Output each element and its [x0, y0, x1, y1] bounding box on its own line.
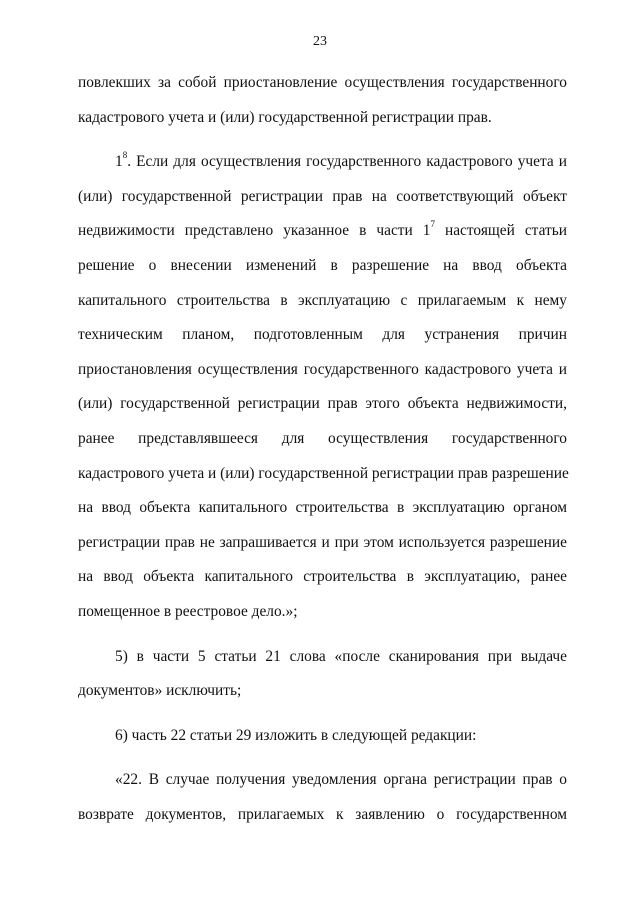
text-line: кадастрового учета и (или) государственной регистрации прав. [78, 108, 492, 126]
text-line: повлекших за собой приостановление осуществления государственного [78, 74, 567, 91]
text-line: капитального строительства в эксплуатацию с прилагаемым к нему [78, 291, 567, 309]
text-line: ранее представлявшееся для осуществления государственного [78, 429, 567, 447]
text-line: документов» исключить; [78, 682, 242, 700]
text-line: 6) часть 22 статьи 29 изложить в следующей редакции: [115, 726, 477, 744]
text-line: (или) государственной регистрации прав на соответствующий объект [78, 187, 567, 205]
text-line: приостановления осуществления государственного кадастрового учета и [78, 360, 567, 378]
text-span: недвижимости представлено указанное в части 1 [78, 222, 431, 240]
text-line: на ввод объекта капитального строительства в эксплуатацию органом [78, 499, 567, 517]
text-span: настоящей статьи [434, 222, 567, 240]
page-number: 23 [313, 34, 327, 49]
text-span: . Если для осуществления государственного кадастрового учета и [127, 153, 567, 171]
paragraph-number: 1 [115, 153, 123, 171]
text-line: регистрации прав не запрашивается и при этом используется разрешение [78, 533, 567, 551]
document-body [78, 66, 567, 832]
text-line: решение о внесении изменений в разрешение на ввод объекта [78, 256, 567, 274]
reference-superscript: 7 [430, 219, 435, 230]
paragraph-1-8-first-line [78, 145, 567, 180]
text-line: 5) в части 5 статьи 21 слова «после сканирования при выдаче [115, 647, 567, 665]
text-line: (или) государственной регистрации прав этого объекта недвижимости, [78, 395, 567, 413]
paragraph-number-superscript: 8 [122, 150, 128, 161]
text-line: помещенное в реестровое дело.»; [78, 602, 298, 620]
text-line: «22. В случае получения уведомления органа регистрации прав о [115, 771, 567, 789]
text-line: возврате документов, прилагаемых к заявлению о государственном [78, 805, 567, 823]
text-line-with-reference [78, 214, 567, 249]
text-line: кадастрового учета и (или) государственной регистрации прав разрешение [78, 464, 569, 482]
text-line: на ввод объекта капитального строительства в эксплуатацию, ранее [78, 568, 567, 586]
text-line: техническим планом, подготовленным для устранения причин [78, 326, 567, 344]
